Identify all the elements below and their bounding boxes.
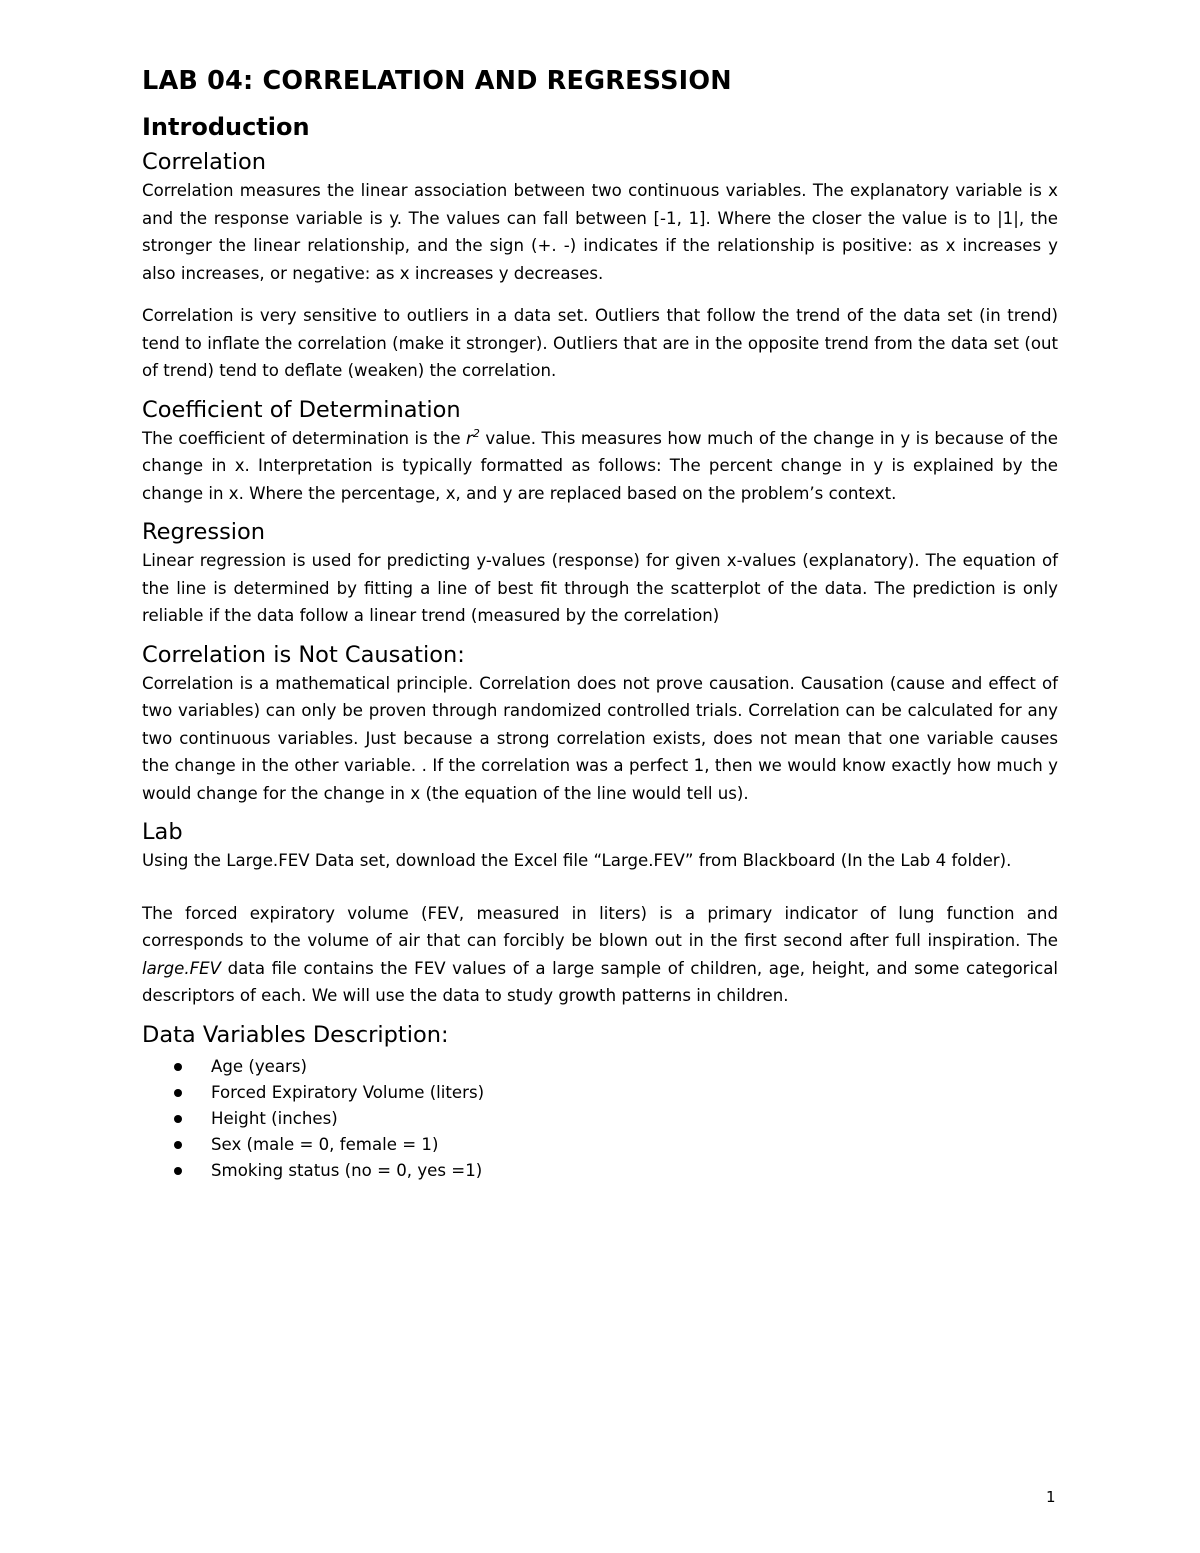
determination-paragraph	[142, 425, 1058, 508]
page-number: 1	[1046, 1488, 1056, 1506]
regression-heading: Regression	[142, 519, 266, 545]
correlation-paragraph-2: Correlation is very sensitive to outliers in a data set. Outliers that follow the trend of the data set (in trend) tend to inflate the correlation (make it stronger). Outliers that are in the opposite trend from the data set (out of trend) tend to deflate (weaken) the correlation.	[142, 306, 1058, 380]
correlation-heading: Correlation	[142, 149, 267, 175]
large-fev-filename: large.FEV	[142, 958, 221, 978]
list-item: Height (inches)	[142, 1106, 1058, 1132]
introduction-heading: Introduction	[142, 113, 310, 141]
correlation-paragraph-1: Correlation measures the linear association between two continuous variables. The explanatory variable is x and the response variable is y. The values can fall between [-1, 1]. Where the closer the value is to |1|, the stronger the linear relationship, and the sign (+. -) indicates if the relationship is positive: as x increases y also increases, or negative: as x increases y decreases.	[142, 181, 1058, 283]
determination-text-before: The coefficient of determination is the	[142, 428, 467, 448]
list-item: Forced Expiratory Volume (liters)	[142, 1080, 1058, 1106]
lab-heading: Lab	[142, 819, 183, 845]
bullet-icon	[174, 1063, 182, 1071]
lab-text-after: data file contains the FEV values of a large sample of children, age, height, and some categorical descriptors of each. We will use the data to study growth patterns in children.	[142, 958, 1058, 1005]
causation-heading: Correlation is Not Causation:	[142, 641, 465, 668]
determination-heading: Coefficient of Determination	[142, 396, 461, 423]
regression-paragraph: Linear regression is used for predicting y-values (response) for given x-values (explanatory). The equation of the line is determined by fitting a line of best fit through the scatterplot of the data. The prediction is only reliable if the data follow a linear trend (measured by the correlation)	[142, 551, 1058, 625]
lab-text-before: The forced expiratory volume (FEV, measured in liters) is a primary indicator of lung function and corresponds to the volume of air that can forcibly be blown out in the first second after full inspiration. The	[142, 903, 1058, 950]
bullet-icon	[174, 1115, 182, 1123]
causation-paragraph: Correlation is a mathematical principle. Correlation does not prove causation. Causation (cause and effect of two variables) can only be proven through randomized controlled trials. Correlation can be calculated for any two continuous variables. Just because a strong correlation exists, does not mean that one variable causes the change in the other variable. . If the correlation was a perfect 1, then we would know exactly how much y would change for the change in x (the equation of the line would tell us).	[142, 673, 1058, 803]
bullet-icon	[174, 1167, 182, 1175]
variables-heading: Data Variables Description:	[142, 1021, 449, 1048]
determination-text-after: value. This measures how much of the change in y is because of the change in x. Interpretation is typically formatted as follows: The percent change in y is explained by the change in x. Where the percentage, x, and y are replaced based on the problem’s context.	[142, 428, 1058, 503]
list-item: Sex (male = 0, female = 1)	[142, 1132, 1058, 1158]
bullet-icon	[174, 1089, 182, 1097]
variables-list	[142, 1054, 1058, 1184]
document-title: LAB 04: CORRELATION AND REGRESSION	[142, 66, 732, 96]
r-squared-symbol: $r^2$	[466, 426, 480, 448]
bullet-icon	[174, 1141, 182, 1149]
document-page	[142, 60, 1058, 1184]
list-item: Age (years)	[142, 1054, 1058, 1080]
lab-paragraph-2	[142, 900, 1058, 1010]
lab-paragraph-1: Using the Large.FEV Data set, download the Excel file “Large.FEV” from Blackboard (In the Lab 4 folder).	[142, 851, 1012, 870]
list-item: Smoking status (no = 0, yes =1)	[142, 1158, 1058, 1184]
